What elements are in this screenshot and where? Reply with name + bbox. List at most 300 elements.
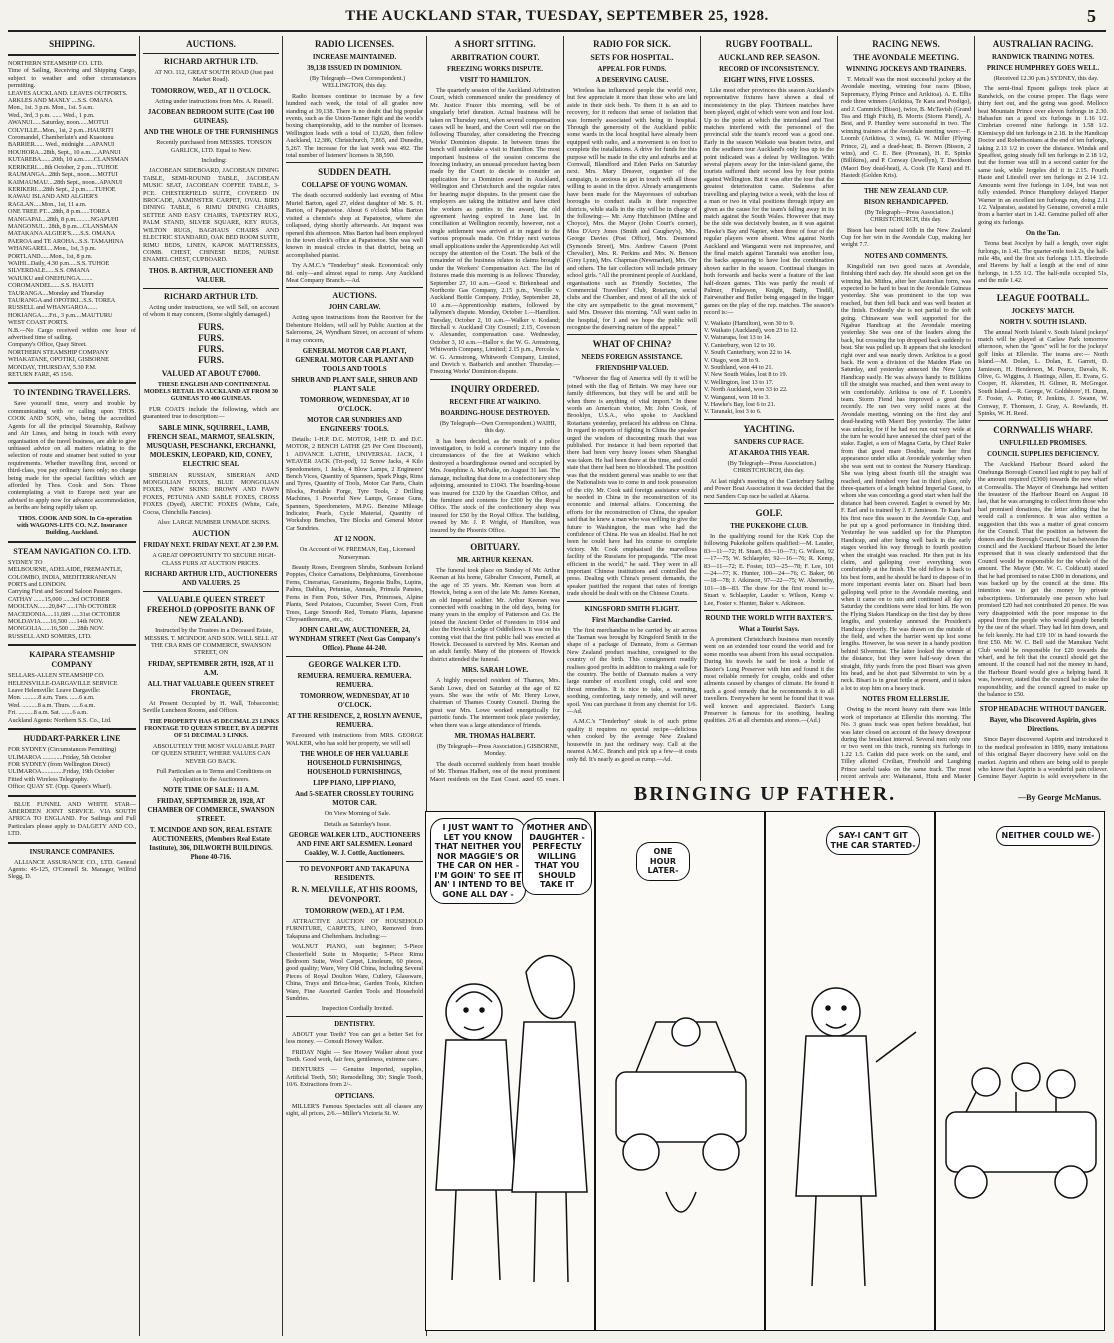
shipping-line: MONDAY, THURSDAY, 5.30 P.M.	[8, 363, 97, 371]
article-subhead: NOTES FROM ELLERSLIE.	[862, 696, 950, 704]
result-line: V. Wanganui, won 18 to 3.	[704, 393, 770, 401]
shipping-line: NORTHERN STEAMSHIP CO. LTD.	[8, 60, 104, 67]
shipping-line: N.B.—No Cargo received within one hour of advertised time of sailing.	[8, 326, 136, 342]
article-headline: AUSTRALIAN RACING.	[992, 39, 1094, 49]
divider	[286, 861, 423, 862]
shipping-line: PORTS and LONDON.	[8, 581, 67, 588]
auction-time: AT 12 NOON.	[333, 536, 376, 544]
shipping-line: LEAVES AUCKLAND. LEAVES OUTPORTS.	[8, 89, 128, 97]
comic-drawing	[766, 812, 934, 1330]
article-body: "Whoever the flag of America will fly it will be joined with the flag of Britain. We may have our family differences, but they will be and still be when there is anything of vital import." In these words an American visitor, Mr. John Cook, of Brooklyn, U.S.A., who spoke to Auckland Rotarians yesterday, prefaced his address on China. In regard to reports of fighting in China the speaker urged the wisdom of discounting much that was published. For instance it had been reported that there had been very heavy losses when Shanghai was taken. He had been there at the time, and could state that there had been no bloodshed. The position was that the resident general was unable to see that the Nationalists was to come in and took possession of the city. Mr. Cook said foreign assistance would be needed in China in the reconstruction of its economic and internal affairs. Concerning the efforts for the reconstruction of China, the speaker said that he knew a man who was willing to give the future to Washington, the man who had the confidence of China. He was an idealist. Had he not been he could have had his course to complete victory. Mr. Cook emphasised the marvellous facility of the Russians for propaganda. "The most efficient in the world," he said. They were in all important Chinese institutions and controlled the press. Dealing with China's present demands, the speaker justified the request that rates of foreign trade should be dealt with on the Chinese Courts.	[567, 375, 697, 598]
article-body: Owing to the recent heavy rain there was little work of importance at Ellerslie this morning. The No. 3 grass track was open before breakfast, but was later closed on account of the heavy downpour during the breakfast interval. Several men only one or two went on this track, running six furlongs in 1.22 1.5. Catkin did pace work on the sand, and Tilley allotted Civilian, Freehold and Laughing Prince useful tasks on the same track. The most recent arrivals are: Waitananui, Hutu and Master	[841, 706, 971, 780]
auctioneer-signature: THOS. B. ARTHUR, AUCTIONEER AND VALUER.	[148, 267, 274, 284]
shipping-line: TAURANGA and OPOTIKI...S.S. TOREA	[8, 297, 116, 304]
union-schedule	[8, 559, 136, 640]
divider	[143, 53, 279, 54]
article-subhead: PRINCE HUMPHREY GOES WELL.	[986, 65, 1100, 72]
shipping-line: MANGONUI... 28th, 8 p.m....CLANSMAN	[8, 222, 118, 230]
auction-note: THE PROPERTY HAS 45 DECIMAL 23 LINKS FRONTAGE TO QUEEN STREET, BY A DEPTH OF 51 DECIMAL 3 LINKS.	[144, 717, 279, 740]
result-line: V. Wairarapa, lost 13 to 14.	[704, 334, 772, 342]
result-line: V. Waikato (Auckland), won 23 to 12.	[704, 327, 798, 334]
article-subhead: RECORD OF INCONSISTENCY.	[719, 66, 819, 73]
shipping-line: Fri. ..........8 a.m. Sat. .......6 a.m.	[8, 709, 88, 717]
divider	[286, 162, 423, 163]
auction-note: Acting upon instructions from the Receiver for the Debenture Holders, will sell by Public Auction at the Salerooms, 24, Wyndham Street, on account of whom it may concern,	[286, 314, 423, 344]
divider	[978, 701, 1108, 702]
divider	[8, 54, 136, 56]
shipping-line: NORTHERN STEAMSHIP COMPANY	[8, 348, 109, 356]
article-subhead: MRS. SARAH LOWE.	[461, 667, 529, 675]
divider	[567, 601, 697, 602]
kaipara-schedule	[8, 672, 136, 724]
classified-ad: ABOUT your Teeth? You can get a better Set for less money. — Consult Howey Walker.	[286, 1030, 423, 1046]
column-radio	[286, 36, 423, 1336]
shipping-line: KAIMAUMAU....28th Sept., noon...APANUI	[8, 178, 123, 186]
auction-note: Instructed by the Trustees in a Deceased Estate, MESSRS. T. MCINDOE AND SON. WILL SELL AT THE CRA RMS OF COMMERCE, SWANSON STREET, ON	[144, 627, 278, 657]
shipping-line: ONE TREE PT....28th, 8 p.m......TOREA	[8, 208, 111, 216]
dateline: (By Telegraph—Own Correspondent.) WELLINGTON, this day.	[309, 75, 406, 90]
shipping-line: HOUHORA...28th, Sept., 10 a.m.....APANUI	[8, 148, 121, 156]
shipping-line: Mon., 1st. 3 p.m. Mon., 1st. 5 a.m.	[8, 104, 94, 112]
auction-lot: MOTOR CAR SUNDRIES AND ENGINEERS' TOOLS.	[307, 416, 402, 433]
column-auctions	[143, 36, 279, 1336]
article-body: Kingsfield ran two good races at Avondale, finishing third each day. He should soon get on the winning list. Mithra, after her Australian form, was expected to be hard to beat in the Avondale Guineas yesterday. She was prominent to the top was reached, but then fell back and was well beaten at the finish. Evidently she is not partial to the soft going. Chinaware was well supported for the Ngahue Handicap at the Avondale meeting yesterday. She was one of the leaders along the back, but crossing the top dropped back suddenly to beat. She was pulled up. It appears that she knocked right over and was nearly down. Arikitoa is a good back. He won a division of the Maiden Plate on Saturday, and yesterday annexed the New Lynn Handicap easily. He was always handy to Billikins till the straight was reached, and then went away to win comfortably. Arikitoa is one of F. Loomb's team. Storm Fiend has improved a great deal recently. He ran two very solid races at the Avondale meeting, winning on the first day and dead-heating with Maori Boy yesterday. The latter was unlucky, for if he had not run out very wide at the turn he would have annexed the chief part of the stake. Eaglet, a son of Magna Carta, by Chief Ruler from that good mare Double, made her first appearance under silks at Avondale yesterday when she was sent out to contest the Nursery Handicap. She was lying about fourth till the straight was reached, and finished very fast in third place, only three-quarters of a length behind Imperial Guest, to whom she was conceding a good start when half the distance had been covered. Eaglet is owned by Mr. F. Earl and is trained by J. F. Jamieson. Te Kara had his first race this season in the Avondale Cup, and he put up a good performance in finishing third. Yesterday he was saddled up for the Plumpton Handicap, and after being well back in the early stages worked his way through to fourth position when the straight was reached. He then put in his claim, and galloping over everything won comfortably at the finish. The old fellow is back to his best form, and he should be hard to dispose of in more important events later on. Bisari had been galloping well prior to the Avondale meeting, and when it came on to rain and continued all day on Saturday the conditions were ideal for him. He won the Flying Stakes Handicap on the first day by three lengths, and yesterday annexed the President's Handicap cleverly. He was drawn on the outside of the field, and when the barrier went up lost some lengths. However, he was never in a handy position behind Silvermist. The latter looked the winner at the distance, but they were half-way down the straight, fifty yards from the post Bisari was given his head, and he shot past Silvermist to win by a neck. Bisari is in great fettle at present, and it takes a lot to stop him on a heavy track.	[841, 262, 971, 692]
article-subhead: VISIT TO HAMILTON.	[459, 77, 531, 84]
article-subhead: MR. ARTHUR KEENAN.	[456, 556, 534, 564]
article-headline: RUGBY FOOTBALL.	[725, 39, 813, 49]
divider	[841, 183, 971, 184]
article-subhead: RECENT FIRE AT WAIKINO.	[449, 398, 541, 406]
article-subhead: What a Tourist Says.	[738, 625, 800, 633]
auction-title: TO DEVONPORT AND TAKAPUNA RESIDENTS.	[299, 865, 410, 882]
dateline: (By Telegraph—Own Correspondent.) WAIHI, this day.	[439, 419, 557, 435]
comic-drawing	[936, 812, 1104, 1330]
shipping-line: FOR SYDNEY (from Wellington Direct)	[8, 760, 110, 768]
shipping-line: MATAKANA ALGIER'S......S.S. OMANA	[8, 230, 116, 238]
column-rule	[139, 36, 140, 1336]
auction-items: Beauty Roses, Evergreen Shrubs, Sunbeam Iceland Poppies, Choice Carnations, Delphiniums, Greenhouse Ferns, Cinerarias, Geraniums, Begonia Bulbs, Lupins, Palms, Dahlias, Petunias, Annuals, Primula Pansies, Ferns in Fern Pots, Silver Firs, Primroses, Alpine Plants, Seed Potatoes, Cucumber, Sweet Corn, Fruit Trees, Large Smooth Red, Tomato Plants, Japanese Chrysanthemums, etc., etc.	[286, 564, 423, 623]
shipping-line: CATHAY .......15,000 .....3rd OCTOBER	[8, 595, 110, 603]
article-body: The annual North Island v. South Island jockeys' match will be played at Carlaw Park tomorrow afternoon, when the "goes" will be for the jockeys' golf links at Ellerslie. The teams are:— North Island.—M. Dolan, L. Dolan, E. Garrett, D. Jamieson, H. Henderson, M. Pearce, Davalo, K. Olive, G. Wiggins, J. Hastings, Allen, E. Evans, G. Cooper, H. Akerstien, H. Gilmer, R. McGregor. South Island.—R. George, W. Goldsboro', H. Dunn, F. Foster, A. Potter, P. Jenkins, J. Swann, W. Conway, F. Thomson, J. Gray, A. Rowlands, H. Spinks, W. H. Reed.	[978, 328, 1108, 418]
auction-note: Recently purchased from MESSRS. TONSON GARLICK, LTD. Equal to New.	[156, 139, 272, 154]
column-australian	[978, 36, 1108, 781]
article-subhead: NORTH V. SOUTH ISLAND.	[999, 318, 1087, 326]
result-line: V. New South Wales, lost 8 to 19.	[704, 371, 788, 379]
shipping-line: Office: QUAY ST. (Opp. Queen's Wharf).	[8, 783, 112, 791]
auction-lot: And 5-SEATER CROSSLEY TOURING MOTOR CAR.	[295, 791, 414, 808]
article-subhead: SETS FOR HOSPITAL.	[590, 53, 674, 62]
auction-title: VALUABLE QUEEN STREET FREEHOLD (OPPOSITE BANK OF NEW ZEALAND).	[146, 595, 276, 625]
auction-items: SIBERIAN RUSSIAN, SIBERIAN AND MONGOLIAN FOXES, BLUE MONGOLIAN FOXES, NEW SKINS: BROWN AND FAWN FOXES, PETUNIA AND SABLE FOXES, CROSS FOXES (Dyed), ARCTIC FOXES (White, Cafe, Cocoa, Chinchilla Fancies).	[143, 471, 279, 516]
shipping-line: SYDNEY TO	[8, 558, 43, 566]
article-subhead: 39,138 ISSUED IN DOMINION.	[307, 65, 402, 72]
furs-label: FURS.	[198, 354, 224, 365]
divider	[704, 503, 834, 504]
column-rule	[837, 36, 838, 781]
auctioneer-signature: JOHN CARLAW, AUCTIONEER, 24, WYNDHAM STREET (Next Gas Company's Office). Phone 44-240.	[288, 627, 421, 653]
shipping-line: Wed., 3rd, 3 p.m. ...... Wed., 1 p.m.	[8, 111, 95, 119]
article-subhead: UNFULFILLED PROMISES.	[999, 440, 1087, 448]
divider	[8, 382, 136, 384]
masthead-title: THE AUCKLAND STAR, TUESDAY, SEPTEMBER 25, 1928.	[345, 8, 769, 24]
article-subhead: STOP HEADACHE WITHOUT DANGER.	[979, 706, 1107, 714]
article-headline: RADIO FOR SICK.	[593, 39, 671, 49]
shipping-line: MANGAPAI....28th, 8 p.m..........NGAPUHI	[8, 215, 119, 223]
comic-drawing	[596, 812, 764, 1330]
shipping-line: Wed. ..........8 a.m. Thurs. .....6 a.m.	[8, 701, 96, 709]
result-line: V. Southland, won 44 to 21.	[704, 364, 773, 372]
auction-time: FRIDAY NEXT. FRIDAY NEXT. AT 2.30 P.M.	[143, 542, 279, 550]
auctioneer-name: RICHARD ARTHUR LTD.	[164, 57, 258, 66]
shipping-line: TAURANGA....Monday and Thursday	[8, 289, 105, 297]
shipping-line: RAGLAN.....Mon., 1st, 11 a.m.	[8, 200, 87, 208]
article-subhead: COUNCIL SUPPLIES DEFICIENCY.	[987, 451, 1099, 459]
shipping-line: COLVILLE...Mon., 1st, 2 p.m...HAURITI	[8, 126, 114, 134]
article-body: The Auckland Harbour Board asked the Onehunga Borough Council last night to pay half of the amount required (£300) towards the new wharf at Cornwallis. The Mayor of Onehunga had written the treasurer of the Harbour Board on August 18 last, that he was arranging to collect from those who had promised donations, the letter adding that he would call a conference. It was also written a suggestion that this was a matter of great concern for the Council. That the position as between the donors and the Borough Council, but as between the council and the Auckland Harbour Board the letter expressed that it was clearly understood that the Council would be responsible for the whole of the amount. The Mayor (Mr. W. C. Coldicutt) stated that he had promised to raise £300 in donations, and was backed up by the council at the time. His intention was to get the money by private subscriptions. Unfortunately one person who had promised £20 had not contributed 20 pence. He was very disappointed with the poor response to the appeal from the people who would greatly benefit by the use of the wharf. They had let him down, and he felt keenly. He had £19 10/ in hand towards the first £50. Mr. W. C. Bell said the Manukau Yacht Club would be responsible for £20 towards the wharf, and he felt that the council should get the amount. If the council had not the money in hand, the Harbour Board would give a helping hand. It was, however, stated that the council had to take the responsibility, and the council agreed to make up the balance to £50.	[978, 461, 1108, 699]
auction-time: TOMORROW (WED.), AT 1 P.M.	[304, 907, 405, 915]
auction-items: WALNUT PIANO, suit beginner; 5-Piece Chesterfield Suite in Moquette; 5-Piece Rimu Bedroom Suite, Wool Carpet, Linoleum, 60 pieces, good quality; Ware, Very Old China, Including Several Pieces of Royal Doulton Ware, Cutlery, Glassware, China, Trays and Brica-brac, Garden Tools, Kitchen Ware, Fine Assorted Garden Tools and Household Sundries.	[286, 943, 423, 1002]
result-line: V. Canterbury, won 12 to 10.	[704, 341, 776, 349]
article-headline: INQUIRY ORDERED.	[450, 383, 540, 394]
shipping-line: FOR SYDNEY (Circumstances Permitting)	[8, 746, 117, 754]
article-subhead: FREEZING WORKS DISPUTE.	[447, 66, 543, 73]
auction-note: FUR COATS include the following, which are guaranteed true to description:—	[143, 405, 279, 421]
caption-bubble: ONE HOUR LATER-	[636, 842, 690, 881]
divider	[286, 287, 423, 288]
shipping-line: AWANUI......Saturday, noon......MOTUI	[8, 119, 109, 127]
article-subhead: ARBITRATION COURT.	[450, 53, 540, 62]
auction-note: Acting under instructions, we will Sell, on account of whom it may concern, (Some slightly damaged.)	[143, 303, 279, 319]
comic-title: BRINGING UP FATHER.	[633, 783, 897, 805]
auction-items: Details: 1-H.P. D.C. MOTOR, 1-HP. D. and D.C. MOTOR, 2 BENCH LATHE (25 Per Cent Discount), 1 ADVANCE LATHE, UNIVERSAL JACK, 1 WEAVER JACK (Tri-pod), 12 Screw Jacks, 4 Kilo Speedometers, 1 Jacks, 4 Blow Lamps, 2 Engineers' Bench Vices, Quantity of Spanners, Spark Plugs, Rims and Tyres, Quantity of Tools, Motor Car Parts, Chain Blocks, Portable Forge, Tyre Tools, 2 Drilling Machines, 1 Powerful New Lamps, Grease Guns, Spanners, Speedometers, M.P.G. Benzine Mileage Indicator, Pearls, Cycle Material, Quantity of Workshop Benches, Tire Blocks and General Motor Car Sundries.	[286, 435, 423, 532]
auctioneer-signature: T. MCINDOE AND SON, REAL ESTATE AUCTIONEERS, (Members Real Estate Institute), 306, DILWORTH BUILDINGS. Phone 40-716.	[149, 826, 273, 861]
auction-note: A GREAT OPPORTUNITY TO SECURE HIGH-CLASS FURS AT AUCTION PRICES.	[152, 552, 276, 567]
auction-time: FRIDAY, SEPTEMBER 28, 1928, AT CHAMBER OF COMMERCE, SWANSON STREET.	[147, 797, 275, 823]
article-body: Wireless has influenced people the world over, but few appreciate it more than those who are laid aside in their sick beds. To them it is an aid to recovery, for it reduces that sense of isolation that was formerly associated with being in hospital. Through the generosity of the Auckland public some wards in the local hospital have already been equipped with radio, and a movement is on foot to complete the installations. A drive for funds for this purpose will be made in the city and suburbs and at Cornwall, Blandford and Eden Parks on Saturday next. Mrs. Mary Dreaver, organiser of the campaign, is anxious to get in touch with all those willing to assist in the drive. Already arrangements have been made for the Mayoresses of suburban boroughs to conduct stalls in their respective districts, while stalls in the city will be in charge of the following:— Mr. Amy Hutchinson (Milne and Choyce), Mrs. the Mayor (John Court's corner), Miss D'Arcy Jones (Smith and Caughey's), Mrs. George Davies (Post Office), Mrs. Desmond (Symonds Street), Mrs. Andrew Casson (Point Chevalier), Mrs. R. Perkins and Mrs. N. Benson (Grey Lynn), Mrs. Chapman (Newmarket), Mrs. Orr and others. The fair collectors will include primary school girls. "All the prominent people of Auckland, organisations such as Friendly Societies, The Commercial Travellers' Club, Rotarians, social clubs and the Chamber, and most of all the sick of the city are sympathetic to the great movement," said Mrs. Dreaver this morning. "All want radio in the hospital, for I and we hope the public will recognise the deserving nature of the appeal."	[567, 87, 697, 331]
article-headline: LEAGUE FOOTBALL.	[996, 292, 1090, 303]
column-radio-sick	[567, 36, 697, 781]
shipping-line: COLOMBO, INDIA, MEDITERRANEAN	[8, 573, 116, 581]
kaipara-header: KAIPARA STEAMSHIP COMPANY	[29, 650, 115, 670]
article-subhead: JOCKEYS' MATCH.	[1011, 307, 1075, 315]
article-headline: CORNWALLIS WHARF.	[993, 425, 1093, 436]
auction-time: FRIDAY, SEPTEMBER 28TH, 1928, AT 11 A.M.	[148, 660, 274, 677]
auctioneer-signature: GEORGE WALKER LTD., AUCTIONEERS AND FINE ART SALESMEN. Leonard Coakley, W. J. Cottle, Auctioneers.	[288, 831, 421, 857]
auction-location: AT THE RESIDENCE, 2, ROSLYN AVENUE, REMUERA.	[287, 713, 422, 730]
column-racing	[841, 36, 971, 781]
article-body: Radio licenses continue to increase by a few hundred each week, the total of all grades now standing at 39,138. There is no doubt that big popular events, such as the Union-Tanner fight and the world's boxing championship, add to the number of licenses. Wellington leads with a total of 13,620, then follow Auckland, 12,386, Christchurch, 7,865, and Dunedin, 5,267. The increase for the last week was 492. The total number of listeners' licenses is 38,590.	[286, 92, 423, 160]
shipping-line: SILVERDALE......S.S. OMANA	[8, 267, 90, 275]
divider	[286, 656, 423, 657]
article-body: The semi-final Epsom gallops took place at Randwick, on the course proper. The flags were thirty feet out, and the going was good. Molloco beat Mountain Prince over eleven furlongs in 2.30. Habasfun ran a good six furlongs in 1.16 1/2. Cimbrian covered nine furlongs in 1.58 1/2. Kiemiscyp did ten furlongs in 2.18. In the Handicap Doctor and Robertsonians at the end of ten furlongs, taking 2.13 1/2 to cover the distance. Windak and Speaffest, going steady fell ten furlongs in 2.18 1/2, but the former was still in a second canter for the same task, while Jergeles did it in 2.15. Fourth Haste and Ltiesfell over ten furlongs in 2.14 1/2. Amounts went five furlongs in 1.04, but was not fully extended. Prince Humphrey delayed Harper Warner in an excellent ten furlongs run, doing 2.11 1/2. Valparaiso, assisted by Genuine, covered a mile from a barrier start in 1.42. Genuine pulled off after going six furlongs.	[978, 85, 1108, 226]
auction-items: SABLE MINK, SQUIRREL, LAMB, FRENCH SEAL, MARMOT, SEALSKIN, MUSQUASH, PESCHANKI, ERCHANKI, MOLESKIN, LEOPARD, KID, CONEY, ELECTRIC SEAL	[146, 423, 276, 468]
travellers-header: TO INTENDING TRAVELLERS.	[13, 388, 131, 398]
shipping-line: Mon. ..........8 a.m. Tues. ......6 a.m.	[8, 694, 95, 702]
article-subhead: BOARDING-HOUSE DESTROYED.	[440, 409, 550, 417]
auction-note: ATTRACTIVE AUCTION OF HOUSEHOLD FURNITURE, CARPETS, LINO, Removed from Takapuna and Cheltenham. Including:—	[286, 917, 423, 940]
furs-label: FURS.	[198, 343, 224, 354]
blue-funnel-notice: BLUE FUNNEL AND WHITE STAR—ABERDEEN JOINT SERVICE. VIA SOUTH AFRICA TO ENGLAND. For Sailings and Full Particulars please apply to DALGETY AND CO., LTD.	[8, 800, 136, 838]
article-body: T. Metcalf was the most successful jockey at the Avondale meeting, winning four races (Bisso, Supremacy, Flying Prince and Arikitoa). A. E. Ellis rode three winners (Arikitoa, Te Kara and Prodigo), and J. Cammick (Bisso), twice, B. McTavish (Grand Tea and High Fitch), B. Morris (Storm Fiend), A. Best, and P. Huntley were successful in two. The winning trainers at the Avondale meeting were:—F. Loomb (Arikitoa, 3 wins), G. W. Miller (Flying Prince, 2), and a dead-heat; B. Brown (Bisson, 2 wins), and C. E. Bee (Prosnan), H. E. Spinks (Billikins), and P. Conway (Jewellyn), T. Davidson (Maori Boy dead-heat), A. Cook (Te Kara) and H. Hastedt (Golden Kris).	[841, 76, 971, 180]
shipping-line: SELLARS-ALLEN STEAMSHIP CO.	[8, 672, 105, 680]
article-subhead: THE NEW ZEALAND CUP.	[864, 187, 948, 195]
comic-panel-4	[935, 811, 1105, 1331]
article-subhead: INCREASE MAINTAINED.	[312, 54, 397, 61]
column-rugby	[704, 36, 834, 781]
article-headline: GOLF.	[755, 507, 783, 518]
divider	[143, 591, 279, 592]
auction-note: Acting under instructions from Mrs. A. Russell.	[154, 97, 274, 105]
shipping-line: RAUMANGA...28th Sept., noon.....MOTUI	[8, 171, 118, 179]
shipping-line: Time of Sailing, Receiving and Shipping Cargo, subject to weather and other circumstances permitting.	[8, 67, 136, 90]
insurance-body: ALLIANCE ASSURANCE CO., LTD. General Agents: 45-125, O'Connell St. Manager, Wilfrid Slegg, D.	[8, 858, 136, 881]
shipping-line: WHANGAREI.....Mon., 1st, 3 p.m.	[8, 245, 97, 253]
article-subhead: NOTES AND COMMENTS.	[864, 252, 948, 260]
page-number: 5	[1087, 6, 1096, 26]
auction-lot: JACOBEAN BEDROOM SUITE (Cost 100 GUINEAS).	[147, 109, 275, 126]
divider	[143, 288, 279, 289]
masthead-rule	[8, 30, 1106, 32]
auctioneer-name: R. N. MELVILLE, AT HIS ROOMS, DEVONPORT.	[291, 884, 418, 904]
furs-grid	[143, 322, 279, 366]
column-sitting	[430, 36, 560, 781]
auction-lot: LIPP PIANO, LIPP PIANO,	[313, 780, 396, 788]
result-line: V. Taranaki, lost 3 to 6.	[704, 408, 762, 416]
comic-panel-1	[425, 811, 595, 1331]
shipping-line: KERIKERI....28th Sept., 2 p.m......TUHOE	[8, 185, 116, 193]
auction-note: Full Particulars as to Terms and Conditions on Application to the Auctioneers.	[156, 768, 272, 783]
masthead	[0, 0, 1114, 38]
speech-bubble: MOTHER AND DAUGHTER - PERFECTLY WILLING THAT YOU SHOULD TAKE IT	[522, 818, 592, 895]
comic-panel-2	[595, 811, 765, 1331]
article-subhead: Bayer, who Discovered Aspirin, gives Directions.	[989, 717, 1097, 734]
column-shipping	[8, 36, 136, 1336]
auctioneer-signature: RICHARD ARTHUR LTD., AUCTIONEERS AND VALUERS. 25	[144, 571, 278, 588]
dateline: (By Telegraph—Press Association.) CHRISTCHURCH, this day.	[727, 459, 817, 475]
union-header: STEAM NAVIGATION CO. LTD.	[13, 546, 131, 556]
article-body: The death occurred suddenly from heart trouble of Mr. Thomas Halbert, one of the most prominent Maori residents on the East Coast, aged 65 years.	[430, 760, 560, 781]
advertisement: Since Bayer discovered Aspirin and introduced it to the medical profession in 1899, many imitations of this original Bayer discovery have sold on the market. Aspirin and others are being sold to people who know that Aspirin is a wonderful pain reliever. Genuine Bayer Aspirin is sold everywhere in the	[978, 736, 1108, 781]
divider	[8, 644, 136, 646]
article-subhead: AT AKAROA THIS YEAR.	[728, 449, 810, 457]
results-list	[704, 320, 834, 416]
speech-bubble: NEITHER COULD WE-	[996, 826, 1100, 846]
auction-note: Favoured with instructions from MRS. GEORGE WALKER, who has sold her property, we will sell	[286, 732, 423, 747]
article-subhead: A DESERVING CAUSE.	[595, 77, 669, 84]
column-rule	[563, 36, 564, 781]
shipping-line: WAIHI...Daily, 4.30 p.m.....S.S. TUHOE	[8, 259, 110, 267]
shipping-line: KERIKERI.....8th October, 2 p.m....TUHOE	[8, 163, 119, 171]
article-body: Like most other provinces this season Auckland's representative fixtures have shown a deal of inconsistency in the play. Thirteen matches have been played, eight of which were won and four lost. Up to the point at which the interisland and Test matches interfered with the personnel of the provincial side the team's record was a good one. Early in the season Waikato was beaten twice, and on the southern tour Auckland's only loss up to the point indicated was a defeat by Wellington. With several players away for the inter-island game, the tourists suffered their second loss by four points against Wellington. But it was after the tour that the greatest deterioration came. Staleness after travelling and playing twice a week, with the loss of a man or two in vital positions through injury are given as the cause for the team's falling away in its match against the South Wales. However that may be the side was decisively beaten, as it was against Hawke's Bay and Napier, when three of four of the regular players were absent. Wins against North Auckland and Wanganui were not impressive, and the final match against Taranaki was another loss, the backs appearing to have lost the combination shown earlier in the season. Continual changes in both forwards and backs were a feature of the last half-dozen games. This was partly the result of Palmer, Finlayson, Knight, Batty, Tindill, Fairweather and Butler being engaged in the bigger games on the play of the rep. matches. The season's record is:—	[704, 87, 834, 317]
article-headline: YACHTING.	[743, 423, 795, 434]
auction-note: At Present Occupied by H. Wall, Tobacconist; Seville Luncheon Rooms, and Offices.	[143, 699, 279, 715]
article-subhead: THE AVONDALE MEETING.	[853, 53, 959, 62]
result-line: V. Wellington, lost 13 to 17.	[704, 378, 774, 386]
auction-time: TOMORROW, WED., AT 11 O'CLOCK.	[151, 87, 271, 95]
shipping-line: Auckland Agents: Northern S.S. Co., Ltd.	[8, 716, 112, 724]
divider	[704, 419, 834, 420]
shipping-line: RUSSELL AND SOMERS, LTD.	[8, 632, 92, 640]
article-body: A highly respected resident of Thames, Mrs. Sarah Lowe, died on Saturday at the age of 82 years. She was the wife of Mr. Henry Lowe, chairman of Thames County Council. During the great war Mrs. Lowe worked energetically for patriotic funds. The interment took place yesterday, when there was a large attendance of friends.	[430, 677, 560, 729]
auction-note: Inspection Cordially Invited.	[321, 1005, 394, 1013]
article-subhead: FRIENDSHIP VALUED.	[595, 365, 669, 373]
shipping-line: MACEDONIA.....11,089 .....31st OCTOBER	[8, 610, 121, 618]
shipping-line: ARKLES AND MANLY ....S.S. OMANA	[8, 97, 113, 105]
shipping-line: BARRIER...... Wed., midnight ....APANUI	[8, 141, 115, 149]
shipping-line: Carrying First and Second Saloon Passengers.	[8, 588, 123, 596]
cook-notice: THOS. COOK AND SON. In Co-operation with WAGONS-LITS CO. N.Z. Insurance Building, Auckland.	[16, 514, 132, 537]
shipping-line: MELBOURNE, ADELAIDE, FREMANTLE,	[8, 566, 123, 574]
comic-drawing	[426, 812, 594, 1330]
shipping-line: HOKIANGA.....Fri., 3 p.m....MAUTURU	[8, 311, 113, 319]
article-subhead: On the Tan.	[1025, 230, 1061, 238]
shipping-schedule	[8, 60, 136, 378]
classified-header: DENTISTRY.	[334, 1020, 375, 1028]
furs-label: FURS.	[198, 332, 224, 343]
auction-note: ABSOLUTELY THE MOST VALUABLE PART OF QUEEN STREET, WHERE VALUES CAN NEVER GO BACK.	[151, 742, 276, 765]
classified-ad: DENTURES — Genuine Imported, supplies, Artificial Teeth, 50/; Remodelling, 30/; Single Tooth, 10/6. Extractions from 2/-.	[286, 1066, 423, 1089]
advertisement: A.M.C.'s "Tenderbuy" steak is of such prime quality it requires no special recipe—delicious when cooked by the average New Zealand housewife in just the ordinary way. Call at the nearest A.M.C. Branch and pick up a few—it costs only 8d. It's nearly as good as rump.—Ad.	[567, 718, 697, 763]
shipping-line: PORTLAND......Mon., 1st, 8 p.m.	[8, 252, 93, 260]
shipping-line: ULIMAROA..............Friday, 19th October	[8, 768, 115, 776]
article-subhead: APPEAL FOR FUNDS.	[597, 66, 667, 73]
auction-time: NOTE TIME OF SALE: 11 A.M.	[163, 786, 259, 794]
dateline: (Received 12.30 p.m.) SYDNEY, this day.	[993, 75, 1099, 82]
result-line: V. South Canterbury, won 22 to 14.	[704, 349, 792, 357]
auction-items: JACOBEAN SIDEBOARD, JACOBEAN DINING TABLE, SEMI-ROUND TABLE, JACOBEAN MUSIC SEAT, JACOBEAN COFFEE TABLE, 3-PCE. CHESTERFIELD SUITE, COVERED IN BROCADE, AXMINSTER CARPET, OVAL BIRD DINING TABLE, 6 RIMU DINING CHAIRS, SETTEE AND EASY CHAIRS, TAPESTRY RUG, PALM STAND, SILVER SQUARE, KEY RUGS, WILTON RUGS, BAGHAUS CHAIRS AND ELECTRIC STANDARD, OAK BED ROOM SUITE, RIMU BEDS, LINEN, KAPOK MATTRESSES, COMB. CHEST, CHINESE BEDS, NURSE ENAMEL CHEST, CUPBOARD.	[143, 167, 279, 264]
auction-location: REMUERA. REMUERA. REMUERA. REMUERA.	[297, 673, 412, 690]
article-body: It has been decided, as the result of a police investigation, to hold a coroner's inquiry into the circumstances of the fire at Waikino which destroyed a boardinghouse owned and occupied by Mrs. Josephine A. McPaike, on August 31 last. The damage, including that done to a confectionery shop adjoining, amounted to £1043. The boarding-house was insured for £320 by the Guardian Office, and the furniture and contents for £300 by the Royal Office. The stock of the confectionery shop was insured for £50 by the Royal Office. The building, owned by Mr. J. P. Wright, of Hamilton, was insured by the Phoenix Office.	[430, 437, 560, 534]
article-headline: OBITUARY.	[470, 541, 520, 552]
shipping-line: MONGOLIA......16,500 .....28th NOV.	[8, 625, 104, 633]
auction-lot: AND THE WHOLE OF THE FURNISHINGS	[143, 129, 279, 137]
auction-note: On Account of W. FREEMAN, Esq., Licensed Nurseryman.	[299, 546, 416, 561]
auctioneer-name: RICHARD ARTHUR LTD.	[164, 291, 258, 301]
divider	[978, 420, 1108, 421]
article-headline: RACING NEWS.	[872, 39, 940, 49]
shipping-line: RUSSELL and WHANGAROA......	[8, 304, 98, 312]
shipping-header: SHIPPING.	[49, 39, 95, 49]
auction-lot: SHRUB AND PLANT SALE, SHRUB AND PLANT SALE	[291, 376, 418, 393]
comic-panel-3	[765, 811, 935, 1331]
shipping-line: RETURN FARE, 45 15/6.	[8, 371, 74, 379]
article-subhead: KINGSFORD SMITH FLIGHT.	[584, 605, 680, 613]
classified-ad: FRIDAY Night — See Howey Walker about your Teeth. Good work, fair fees, gentleness, extreme care.	[286, 1048, 423, 1064]
speech-bubble: SAY-I CAN'T GIT THE CAR STARTED-	[826, 826, 920, 855]
auction-lot: GENERAL MOTOR CAR PLANT, GENERAL MOTOR CAR PLANT AND TOOLS AND TOOLS	[295, 347, 414, 373]
furs-label: FURS.	[198, 321, 224, 332]
shipping-line: ULIMAROA .............Friday, 5th October	[8, 753, 111, 761]
auctioneer-name: GEORGE WALKER LTD.	[308, 660, 401, 670]
article-headline: A SHORT SITTING.	[454, 39, 536, 49]
article-subhead: COLLAPSE OF YOUNG WOMAN.	[301, 182, 408, 190]
shipping-line: HELENSVILLE-DARGAVILLE SERVICE	[8, 679, 118, 687]
shipping-line: MOOLTAN.......20,847 .....17th OCTOBER	[8, 603, 117, 611]
article-headline: WHAT OF CHINA?	[592, 339, 672, 350]
article-body: Teona beat Jocelyn by half a length, over eight furlongs, in 1.41. The quarter-mile took 2s, the half-mile 48s, and the first six furlongs 1.15. Electrode and Havens by half a length at the end of nine furlongs, in 1.55 1/2. The half-mile occupied 51s, and the mile 1.42.	[978, 240, 1108, 285]
article-body: In the qualifying round for the Kirk Cup the following Pukekohe golfers qualified:—M. Lauder, 83—11—72; H. Stuart, 83—10—73; G. Wilson, 92—17—75; W. Schlaepfer, 92—16—76; R. Kemp, 83—11—72; E. Foster, 103—25—78; F. Lee, 101—24—77; K. Hunter, 100—24—76; C. Baker, 96—18—78; J. Atkinson, 97—22—75; W. Abernethy, 101—18—83. The draw for the first round is:—Stuart v. Schlaepfer, Lauder v. Wilson, Kemp v. Lee, Foster v. Hunter, Baker v. Atkinson.	[704, 532, 834, 607]
auctioneer-name: JOHN CARLAW.	[328, 304, 381, 312]
auction-note: Also: LARGE NUMBER UNMADE SKINS.	[157, 519, 271, 526]
auction-lot: THE WHOLE OF HER VALUABLE HOUSEHOLD FURNISHINGS, HOUSEHOLD FURNISHINGS,	[300, 751, 409, 777]
speech-bubble: I JUST WANT TO LET YOU KNOW THAT NEITHER YOU NOR MAGGIE'S OR THE CAR ON HER - I'M GOIN' TO SEE IT AN' I INTEND TO BE GONE ALL DAY -	[430, 818, 526, 904]
auctions-header: AUCTIONS.	[332, 291, 377, 301]
result-line: V. Hawke's Bay, lost 6 to 21.	[704, 401, 776, 409]
auction-note: THESE ENGLISH AND CONTINENTAL MODELS RETAIL IN AUCKLAND AT FROM 30 GUINEAS TO 400 GUINEAS.	[143, 380, 279, 403]
auction-note: On View Morning of Sale.	[324, 810, 391, 818]
divider	[430, 379, 560, 380]
shipping-line: PAEROA and TE AROHA...S.S. TAMAHINA	[8, 237, 124, 245]
divider	[286, 1016, 423, 1017]
classified-header: OPTICIANS.	[334, 1092, 375, 1100]
shipping-line: WAIUKU and ONEHUNGA........	[8, 274, 93, 282]
article-subhead: WINNING JOCKEYS AND TRAINERS.	[845, 66, 967, 73]
classified-ad: MILLER'S Famous Spectacles suit all classes any sight, all prices, 2/6.—Miller's Victoria St. W.	[286, 1102, 423, 1118]
comic-byline: —By George McManus.	[1018, 793, 1101, 802]
huddart-schedule	[8, 746, 136, 790]
column-rule	[282, 36, 283, 1336]
article-body: At last night's meeting of the Canterbury Sailing and Power Boat Association it was decided that the next Sanders Cup race be sailed at Akaroa.	[704, 477, 834, 500]
shipping-line: WEST COAST PORTS.	[8, 319, 69, 327]
article-subhead: THE PUKEKOHE CLUB.	[730, 522, 808, 530]
travellers-body: Save yourself time, worry and trouble by communicating with or calling upon THOS. COOK AND SON, who, being the accredited Agents for all the principal Steamship, Railway and Air Lines, and being in touch with every organisation of the travel business, are able to give unbiased advice on all matters relating to the selection of route and steamer best suited to your requirements. Whether travelling first, second or third-class, you pay ordinary fares only; no charge being made for the special facilities which are afforded by Thos. Cook and Son. Those contemplating a visit to Europe next year are advised to apply now for advance accommodation, as berths are being rapidly taken up.	[8, 400, 136, 512]
auction-label: AUCTION	[192, 529, 230, 539]
shipping-line: WHAKATANE, OPOTIKI, GISBORNE	[8, 356, 109, 364]
divider	[8, 728, 136, 730]
divider	[8, 795, 136, 797]
article-body: The death occurred suddenly last evening of Miss Muriel Barton, aged 27, eldest daughter of Mr. S. H. Barton, of Papatoetoe. About 6 o'clock Miss Barton visited a chemist's shop at Papatoetoe, where she collapsed, dying shortly afterwards. An inquest was opened this afternoon. Miss Barton had been employed in the town clerk's office at Papatoetoe. She was well known in musical circles in that district, being an accomplished pianist.	[286, 192, 423, 259]
auction-time: TOMORROW, WEDNESDAY, AT 10 O'CLOCK.	[299, 693, 410, 710]
advertisement: The first merchandise to be carried by air across the Tasman was brought by Kingsford Smith in the shape of a package of Dannato, from a German New Zealand product machine, consigned to the country of the birth. This consignment readily realises good profits in addition to making a sale for the country. The bottle of Dannato makes a very large number of excellent cough, cold and sore throat remedies. It is nice to take, a warming, soothing, comforting, tasty remedy, and will never spoil. You can purchase it from any chemist for 1/6.—Ad.	[567, 626, 697, 716]
divider	[430, 537, 560, 538]
article-subhead: SANDERS CUP RACE.	[734, 438, 804, 446]
dateline: (By Telegraph—Press Association.) CHRISTCHURCH, this day.	[864, 208, 954, 224]
article-subhead: BISON REHANDICAPPED.	[863, 198, 949, 206]
advertisement: Try A.M.C.'s "Tenderbuy" steak. Economical: only 8d. only—and almost equal to rump. Any Auckland Meat Company Branch.—Ad.	[286, 262, 423, 284]
divider	[8, 842, 136, 844]
article-subhead: First Marchandise Carried.	[591, 616, 673, 624]
divider	[8, 541, 136, 543]
insurance-header: INSURANCE COMPANIES.	[29, 848, 115, 856]
shipping-line: Coromandel, Chamberlain's and Kuaotunu	[8, 134, 114, 142]
article-subhead: AUCKLAND REP. SEASON.	[718, 53, 820, 62]
article-subhead: NEEDS FOREIGN ASSISTANCE.	[581, 354, 683, 362]
article-body: The funeral took place on Sunday of Mr. Arthur Keenan at his home, Gibralter Crescent, Parnell, at the age of 35 years. Mr. Keenan was born at Howick, being a son of the late Mr. James Keenan, an old Imperial soldier. Mr. Arthur Keenan was connected with coaching in the old days, being for many years in the employ of Patterson and Co. He joined the Ancient Order of Foresters in 1914 and also the Howick Lodge of Oddfellows. It was on his coming visit that the first public hall was erected at Howick. Deceased is survived by Mrs. Keenan and an adult family. Many of the pioneers of Howick district attended the funeral.	[430, 566, 560, 663]
column-rule	[974, 36, 975, 781]
article-body: The quarterly session of the Auckland Arbitration Court, which commenced under the presidency of Mr. Justice Frazer this morning, will be of singularly brief duration. Actual business will be taken on Thursday next, when several compensation cases will be heard, and the Court will rise on the following Thursday, after considering the Freezing Works' Dominion dispute. In between times the bench will undertake a visit to Hamilton. The most important business of the session concerns the freezing industry, an unusual procedure having been made by the Court to decide to consider an application for a Dominion award in Auckland, Wellington and Christchurch and the regular rates for hearing major disputes. In the present case the employers are taking the initiative and have cited the workers as parties to the award, the old agreement having expired in June last. In conciliation at Wellington recently, however, not a single settlement was arrived at in regard to the various proposals made. On Friday next various small applications under the Apprenticeship Act will occupy the attention of the Court. The bulk of the remainder of the business relates to claims brought under the Workers' Compensation Act. The list of fixtures made this morning is as follows: Thursday, September 27, 10 a.m.—Good v. Birkenhead and Northcote Gas Company, 2.15 p.m., Vercille v. Auckland Bottle Company. Friday, September 28, 10 a.m.—Apprenticeship matters, followed by tallymen's dispute. Monday, October 1.—Hamilton. Tuesday, October 2, 10 a.m.—Walker v. Kodand; Birchall v. Auckland City Council; 2.15, Coverson v. Alexander, compensation case. Wednesday, October 3, 10 a.m.—Hallor v. the W. G. Armstrong, Whitworth Company, Limited; 2.15 p.m., Percola v. W. G. Armstrong, Whitworth Company, Limited, and Dovich v. Batbarich and another. Thursday.—Freezing Works' Dominion dispute.	[430, 87, 560, 376]
shipping-line: KUTAREBA.......20th, 10 a.m.......CLANSMAN	[8, 156, 129, 164]
shipping-line: KAWAU ISLAND AND ALGIER'S	[8, 193, 98, 201]
auction-lot: ALL THAT VALUABLE QUEEN STREET FRONTAGE,	[147, 680, 275, 697]
column-rule	[700, 36, 701, 781]
divider	[567, 334, 697, 335]
shipping-line: Company's Office, Quay Street.	[8, 341, 87, 349]
auction-note: Including:	[201, 157, 227, 165]
shipping-line: COROMANDEL......S.S. HAUITI	[8, 282, 94, 290]
article-subhead: EIGHT WINS, FIVE LOSSES.	[723, 77, 815, 84]
result-line: V. Waikato (Hamilton), won 30 to 9.	[704, 319, 795, 327]
advertisement: A prominent Christchurch business man recently went on an extended tour round the world and for some months was absent from his usual occupation. During his travels he said he took a bottle of Baxter's Lung Preserver with him and found it the most reliable remedy for coughs, colds and other ailments caused by changes of climate. He found it such a good remedy that he recommends it to all travellers. Everywhere he went he found that it was well known and appreciated. Baxter's Lung Preserver is famous for its soothing, healing qualities. 2/6 at all chemists and stores.—(Ad.)	[704, 635, 834, 725]
article-subhead: ROUND THE WORLD WITH BAXTER'S.	[705, 614, 833, 622]
auction-value: VALUED AT ABOUT £7000.	[161, 368, 261, 378]
auction-address: AT NO. 112, GREAT SOUTH ROAD (Just past Market Road).	[154, 69, 274, 84]
auction-time: TOMORROW, WEDNESDAY, AT 10 O'CLOCK.	[299, 396, 410, 413]
result-line: V. North Auckland, won 33 to 22.	[704, 386, 788, 394]
article-subhead: MR. THOMAS HALBERT.	[454, 733, 536, 741]
dateline: (By Telegraph—Press Association.) GISBORNE, Monday.	[436, 743, 560, 758]
huddart-header: HUDDART-PARKER LINE	[23, 734, 121, 744]
comic-strip	[425, 783, 1105, 1335]
